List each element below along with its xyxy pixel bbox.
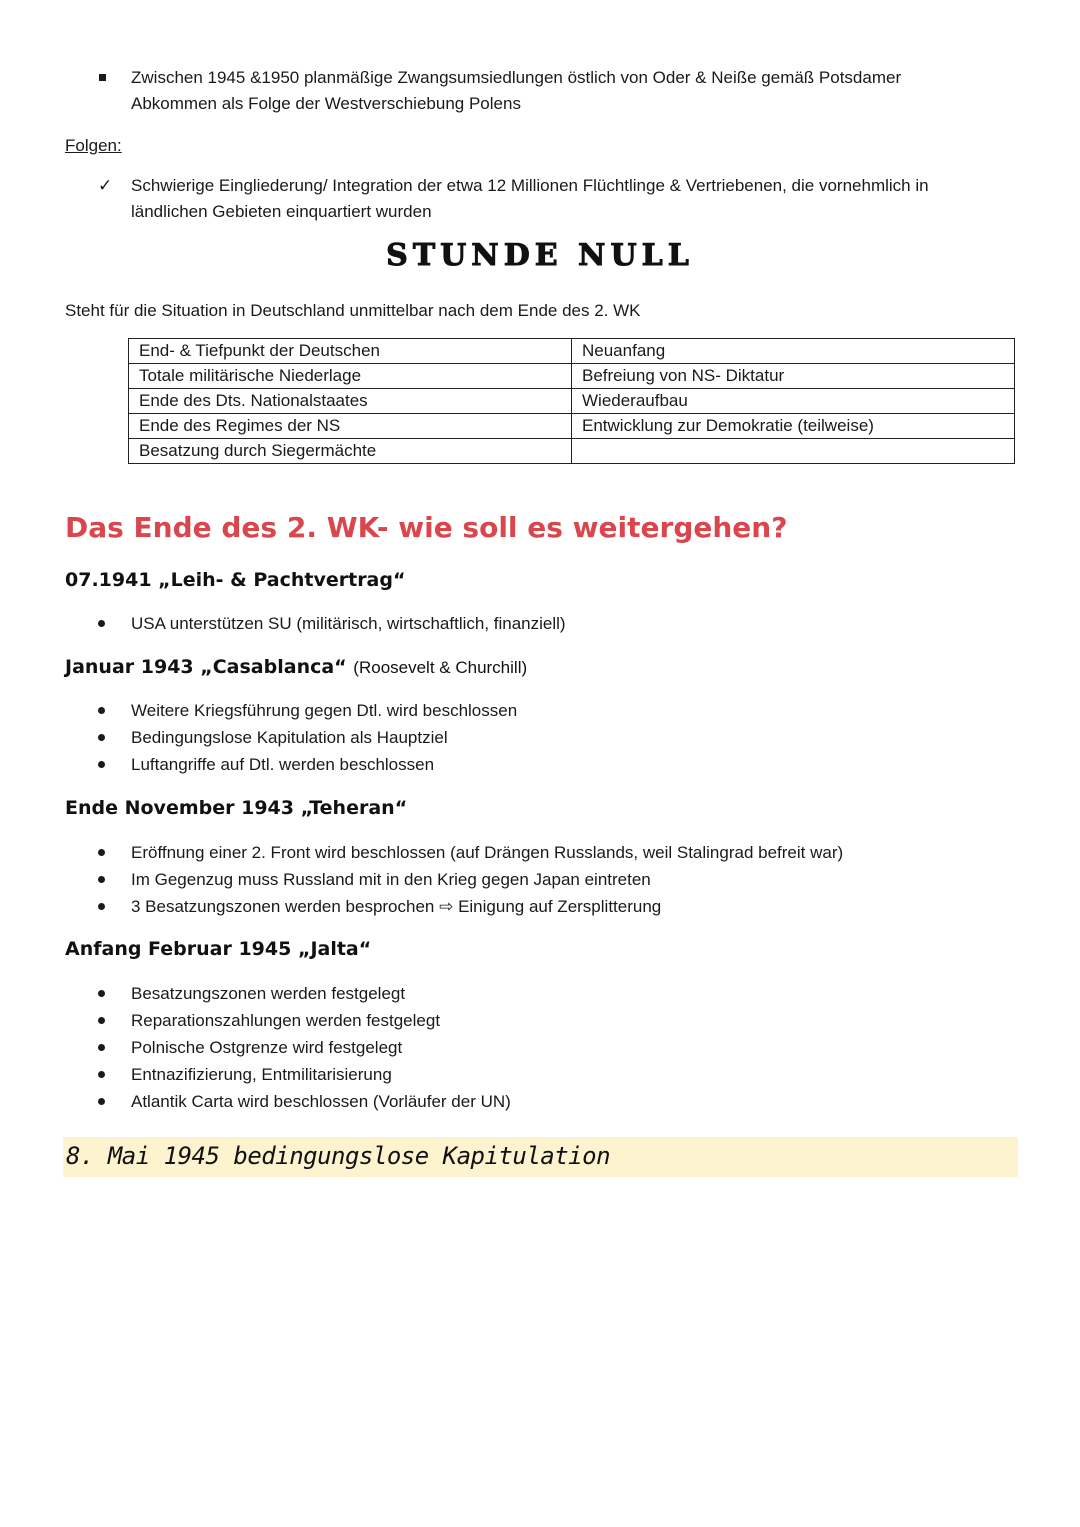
bullet-icon [98,1098,105,1105]
intro-line-1: Zwischen 1945 &1950 planmäßige Zwangsumsiedlungen östlich von Oder & Neiße gemäß Potsdamer [131,68,902,87]
folgen-label: Folgen: [65,136,122,155]
list-item: 3 Besatzungszonen werden besprochen ⇨ Einigung auf Zersplitterung [131,897,662,916]
list-item: USA unterstützen SU (militärisch, wirtschaftlich, finanziell) [131,614,566,633]
table-cell-right: Befreiung von NS- Diktatur [572,364,1015,389]
bullet-icon [98,990,105,997]
list-item: Polnische Ostgrenze wird festgelegt [131,1038,403,1057]
event-title [65,936,371,962]
stunde-null-title: STUNDE NULL [386,238,694,273]
event-title-text: Ende November 1943 „Teheran“ [65,797,408,819]
list-item: Atlantik Carta wird beschlossen (Vorläufer der UN) [131,1092,511,1111]
list-item: Im Gegenzug muss Russland mit in den Krieg gegen Japan eintreten [131,870,651,889]
table-row [129,389,1015,414]
list-item: Besatzungszonen werden festgelegt [131,984,406,1003]
list-item: Eröffnung einer 2. Front wird beschlossen (auf Drängen Russlands, weil Stalingrad befreit war) [131,843,844,862]
highlight-text: 8. Mai 1945 bedingungslose Kapitulation [66,1142,611,1170]
square-bullet-icon [99,74,106,81]
event-title-text: Anfang Februar 1945 „Jalta“ [65,938,372,960]
table-cell-right [572,439,1015,464]
folgen-line-1: Schwierige Eingliederung/ Integration der etwa 12 Millionen Flüchtlinge & Vertriebenen, die vornehmlich in [131,176,929,195]
list-item: Weitere Kriegsführung gegen Dtl. wird beschlossen [131,701,518,720]
bullet-icon [98,876,105,883]
table-row [129,439,1015,464]
stunde-null-table [128,338,1015,464]
table-cell-right: Entwicklung zur Demokratie (teilweise) [572,414,1015,439]
bullet-icon [98,707,105,714]
bullet-icon [98,903,105,910]
folgen-line-2: ländlichen Gebieten einquartiert wurden [131,202,432,221]
table-cell-left: Ende des Regimes der NS [129,414,572,439]
list-item: Bedingungslose Kapitulation als Hauptziel [131,728,448,747]
table-cell-left: Totale militärische Niederlage [129,364,572,389]
section-heading: Das Ende des 2. WK- wie soll es weitergehen? [65,511,788,544]
table-cell-left: Ende des Dts. Nationalstaates [129,389,572,414]
bullet-icon [98,1044,105,1051]
table-cell-right: Neuanfang [572,339,1015,364]
bullet-icon [98,761,105,768]
event-title [65,795,407,821]
bullet-icon [98,849,105,856]
table-row [129,414,1015,439]
bullet-icon [98,620,105,627]
bullet-icon [98,1071,105,1078]
table-cell-right: Wiederaufbau [572,389,1015,414]
list-item: Luftangriffe auf Dtl. werden beschlossen [131,755,435,774]
checkmark-icon: ✓ [98,176,113,196]
list-item: Entnazifizierung, Entmilitarisierung [131,1065,392,1084]
event-title [65,654,527,681]
bullet-icon [98,1017,105,1024]
intro-line-2: Abkommen als Folge der Westverschiebung Polens [131,94,521,113]
table-cell-left: Besatzung durch Siegermächte [129,439,572,464]
stunde-null-description: Steht für die Situation in Deutschland unmittelbar nach dem Ende des 2. WK [65,301,641,320]
table-row [129,339,1015,364]
list-item: Reparationszahlungen werden festgelegt [131,1011,441,1030]
event-title [65,567,405,593]
event-title-text: Januar 1943 „Casablanca“ [65,656,347,678]
table-row [129,364,1015,389]
bullet-icon [98,734,105,741]
event-title-text: 07.1941 „Leih- & Pachtvertrag“ [65,569,406,591]
event-note: (Roosevelt & Churchill) [353,658,528,677]
table-cell-left: End- & Tiefpunkt der Deutschen [129,339,572,364]
